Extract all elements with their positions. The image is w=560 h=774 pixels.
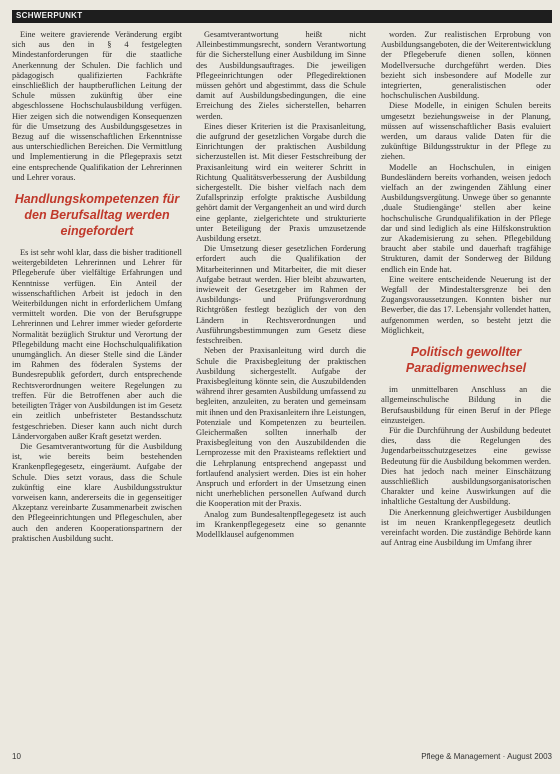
section-header-bar: [12, 10, 552, 23]
text-column-3: [381, 30, 551, 740]
body-paragraph: Es ist sehr wohl klar, dass die bisher traditionell weitergebildeten Lehrerinnen und Lehrer für Pflegeberufe über vielfältige Erfahrungen und Kenntnisse verfügen. Ein Anteil der wissenschaftlichen Arbeit ist jedoch in den Weiterbildungen nicht in erforderlichem Umfang vermittelt worden. Die von der Berufsgruppe Lehrerinnen und Lehrer immer wieder geforderte Normalität bezüglich Struktur und Verortung der Pflegebildung macht eine Hochschulqualifikation unumgänglich. An dieser Stelle sind die Länder im Rahmen des föderalen Systems der Bundesrepublik gefordert, durch entsprechende Rechtsverordnungen weitere Regelungen zu treffen. Für die Betroffenen aber auch die beteiligten Träger von Ausbildungen ist im Gesetz ein zeitlich unbefristeter Bestandsschutz festgeschrieben. Dieser kann auch nicht durch Ländervorgaben außer Kraft gesetzt werden.: [12, 248, 182, 441]
page-footer: [12, 752, 552, 766]
body-paragraph: im unmittelbaren Anschluss an die allgemeinschulische Bildung in die Berufsausbildung für einen Beruf in der Pflege einzusteigen.: [381, 385, 551, 425]
journal-issue: Pflege & Management · August 2003: [421, 752, 552, 761]
subheading-line: den Berufsalltag werden: [24, 208, 170, 223]
subheading-line: eingefordert: [60, 224, 134, 239]
body-paragraph: Die Anerkennung gleichwertiger Ausbildungen ist im neuen Krankenpflegegesetz deutlich vereinfacht worden. Die zuständige Behörde kann auf Antrag eine Ausbildung im Umfang ihrer: [381, 507, 551, 548]
subheading-line: Handlungskompetenzen für: [14, 192, 180, 207]
body-paragraph: Modelle an Hochschulen, in einigen Bundesländern bereits vorhanden, weisen jedoch vielfach an der zwingenden Zählung einer Ausbildungsvergütung. Unwege über so genannte ‚duale Studiengänge‘ stellen aber keine hochschulische Grundqualifikation in der Pflege dar und sind lediglich als eine Hilfskonstruktion zur Akademisierung zu sehen. Pflegebildung braucht aber stabile und dauerhaft tragfähige Strukturen, damit der Sonderweg der Bildung endlich ein Ende hat.: [381, 162, 551, 274]
section-label: SCHWERPUNKT: [16, 11, 83, 20]
body-paragraph: Eine weitere entscheidende Neuerung ist der Wegfall der Mindestaltersgrenze bei den Zugangsvoraussetzungen. Konnten bisher nur Bewerber, die das 17. Lebensjahr vollendet hatten, aufgenommen werden, so besteht jetzt die Möglichkeit,: [381, 274, 551, 335]
body-paragraph: Analog zum Bundesaltenpflegegesetz ist auch im Krankenpflegegesetz eine so genannte Modellklausel aufgenommen: [196, 509, 366, 539]
section-subheading: [381, 344, 551, 376]
body-paragraph: Eine weitere gravierende Veränderung ergibt sich aus den in § 4 festgelegten Mindestanforderungen für die staatliche Anerkennung der Schulen. Die fachlich und pädagogisch qualifizierten Fachkräfte einschließlich der hauptberuflichen Leitung der Schule müssen zukünftig über eine abgeschlossene Hochschulausbildung verfügen. Hier zeigen sich die notwendigen Konsequenzen für die Umsetzung des Ausbildungsgesetzes in Bezug auf die wissenschaftlichen Erkenntnisse aus unterschiedlichen Bereichen. Die Vermittlung und Implementierung in die Pflegepraxis setzt eine entsprechende Qualifikation der Lehrerinnen und Lehrer voraus.: [12, 30, 182, 182]
body-paragraph: Die Gesamtverantwortung für die Ausbildung ist, wie bereits beim bestehenden Krankenpflegegesetz, eingeräumt. Aufgabe der Schule. Dies setzt voraus, dass die Schule zukünftig eine klare Ausbildungsstruktur vorweisen kann, andererseits die in gegenseitiger Akzeptanz vereinbarte Zusammenarbeit zwischen den Pflegeeinrichtungen und Pflegeschulen, aber auch den anderen Kooperationspartnern der praktischen Ausbildung sucht.: [12, 441, 182, 543]
body-paragraph: Neben der Praxisanleitung wird durch die Schule die Praxisbegleitung der praktischen Ausbildung sichergestellt. Aufgabe der Praxisbegleitung könnte sein, die Auszubildenden während ihrer gesamten Ausbildung umfassend zu begleiten, anzuleiten, zu beraten und gemeinsam mit ihnen und den Praxisanleitern ihre Leistungen, Potenziale und Kompetenzen zu beurteilen. Gleichermaßen sollten innerhalb der Praxisbegleitung von den Auszubildenden die Lernprozesse mit den Praxisteams reflektiert und die Lehrplanung entsprechend angepasst und fortlaufend analysiert werden. Dies ist ein hoher Anspruch und erfordert in der Umsetzung einen nicht unerheblichen personellen Aufwand durch die Kooperation mit der Praxis.: [196, 346, 366, 509]
page-number: 10: [12, 752, 21, 761]
text-column-2: [196, 30, 366, 740]
section-subheading: [12, 191, 182, 239]
body-paragraph: Für die Durchführung der Ausbildung bedeutet dies, dass die Regelungen des Jugendarbeitsschutzgesetzes eine gewisse Bedeutung für die Ausbildung bekommen werden. Dies hat jedoch nach meiner Einschätzung ausschließlich ausbildungsorganisatorischen Charakter und keine Auswirkungen auf die inhaltliche Gestaltung der Ausbildung.: [381, 425, 551, 507]
body-paragraph: Diese Modelle, in einigen Schulen bereits umgesetzt beziehungsweise in der Planung, müssen auf wissenschaftlicher Basis evaluiert werden, um daraus valide Daten für die zukünftige Bildungsstruktur in der Pflege zu ziehen.: [381, 101, 551, 162]
subheading-line: Politisch gewollter: [410, 345, 522, 360]
subheading-line: Paradigmenwechsel: [405, 361, 527, 376]
text-column-1: [12, 30, 182, 740]
body-paragraph: Eines dieser Kriterien ist die Praxisanleitung, die aufgrund der gesetzlichen Vorgabe durch die Einrichtungen der praktischen Ausbildung sicherzustellen ist. Mit dieser Festschreibung der Praxisanleitung wird ein weiterer Schritt in Richtung Qualitätsverbesserung der Ausbildung sichergestellt. Die bisher vielfach nach dem Zufallsprinzip erfolgte praktische Ausbildung gehört damit der Vergangenheit an und wird durch eine geplante, zielgerichtete und strukturierte unter Beteiligung der Praxis umzusetzende Ausbildung ersetzt.: [196, 121, 366, 244]
body-paragraph: Die Umsetzung dieser gesetzlichen Forderung erfordert auch die Qualifikation der Mitarbeiterinnen und Mitarbeiter, die mit dieser Aufgabe betraut werden. Hier bleibt abzuwarten, inwieweit der Gesetzgeber im Rahmen der Ausbildungs- und Prüfungsverordnung Richtgrößen festlegt bezüglich der von den Ländern in Rechtsverordnungen und Ausführungsbestimmungen zum Gesetz diese festschreiben.: [196, 244, 366, 346]
body-paragraph: Gesamtverantwortung heißt nicht Alleinbestimmungsrecht, sondern Verantwortung für die Sicherstellung einer Ausbildung im Sinne des Ausbildungsauftrages. Die jeweiligen Pflegeeinrichtungen oder Pflegedirektionen müssen gehört und abgestimmt, dass die Schule damit auf Ausbildungsbedingungen, die eine Erreichung des Zieles sicherstellen, beharren werden.: [196, 30, 366, 121]
body-paragraph: worden. Zur realistischen Erprobung von Ausbildungsangeboten, die der Weiterentwicklung der Pflegeberufe dienen sollen, können Modellversuche durchgeführt werden. Dies bezieht sich insbesondere auf Modelle zur integrierten, generalistischen oder hochschulischen Ausbildung.: [381, 30, 551, 101]
